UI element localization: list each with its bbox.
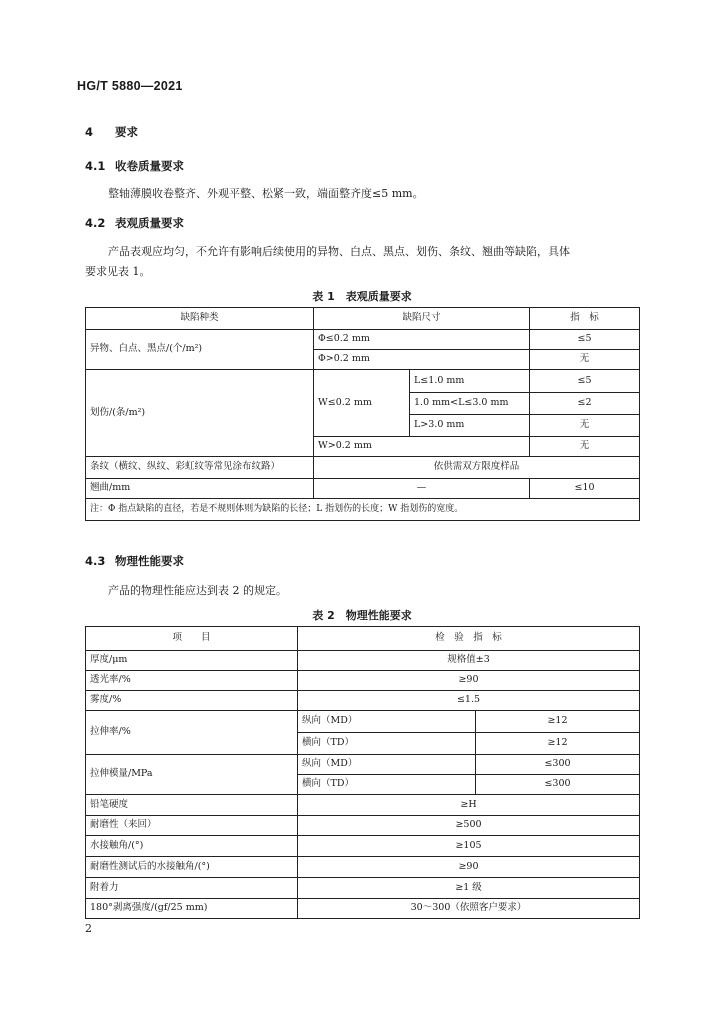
section-4-1-heading bbox=[85, 158, 184, 174]
table-cell: W≤0.2 mm bbox=[314, 370, 410, 437]
section-4-1-text: 整轴薄膜收卷整齐、外观平整、松紧一致，端面整齐度≤5 mm。 bbox=[108, 187, 424, 200]
row-label: 180°剥离强度/(gf/25 mm) bbox=[86, 899, 298, 919]
table-cell: W>0.2 mm bbox=[314, 437, 530, 457]
section-4-3-text: 产品的物理性能应达到表 2 的规定。 bbox=[108, 584, 287, 597]
table-cell: 无 bbox=[530, 437, 640, 457]
row-label: 铅笔硬度 bbox=[86, 795, 298, 816]
table-cell: 纵向（MD） bbox=[298, 711, 476, 733]
table-cell: ≥H bbox=[298, 795, 640, 816]
table-1-caption: 表 1 表观质量要求 bbox=[312, 290, 412, 303]
section-4-3-heading bbox=[85, 553, 184, 569]
table-cell: 纵向（MD） bbox=[298, 755, 476, 775]
row-label: 翘曲/mm bbox=[86, 479, 314, 499]
table-cell: ≤2 bbox=[530, 393, 640, 415]
table-cell: ≥105 bbox=[298, 836, 640, 857]
table-cell: 横向（TD） bbox=[298, 733, 476, 755]
table-cell: 无 bbox=[530, 350, 640, 370]
table-header: 指 标 bbox=[530, 308, 640, 330]
section-number: 4 bbox=[85, 125, 94, 139]
table-cell: 30～300（依照客户要求） bbox=[298, 899, 640, 919]
section-title: 表观质量要求 bbox=[115, 216, 184, 230]
section-title: 物理性能要求 bbox=[115, 554, 184, 568]
table-cell: ≤300 bbox=[476, 775, 640, 795]
table-cell: ≥12 bbox=[476, 733, 640, 755]
row-label: 厚度/μm bbox=[86, 651, 298, 671]
row-label: 拉伸模量/MPa bbox=[86, 755, 298, 795]
row-label: 划伤/(条/m²) bbox=[86, 370, 314, 457]
section-4-heading bbox=[85, 124, 138, 140]
table-cell: ≥12 bbox=[476, 711, 640, 733]
row-label: 水接触角/(°) bbox=[86, 836, 298, 857]
table-cell: ≥90 bbox=[298, 671, 640, 691]
table-cell: — bbox=[314, 479, 530, 499]
table-cell: 依供需双方限度样品 bbox=[314, 457, 640, 479]
table-cell: L≤1.0 mm bbox=[410, 370, 530, 393]
row-label: 耐磨性（来回） bbox=[86, 816, 298, 836]
row-label: 雾度/% bbox=[86, 691, 298, 711]
section-number: 4.2 bbox=[85, 216, 106, 230]
table-cell: ≤10 bbox=[530, 479, 640, 499]
table-cell: 1.0 mm<L≤3.0 mm bbox=[410, 393, 530, 415]
physical-properties-table bbox=[85, 626, 640, 919]
row-label: 透光率/% bbox=[86, 671, 298, 691]
table-cell: ≥1 级 bbox=[298, 878, 640, 899]
table-cell: ≤300 bbox=[476, 755, 640, 775]
table-cell: ≥500 bbox=[298, 816, 640, 836]
table-cell: Φ≤0.2 mm bbox=[314, 330, 530, 350]
table-note: 注：Φ 指点缺陷的直径，若是不规则体则为缺陷的长径；L 指划伤的长度；W 指划伤的宽度。 bbox=[86, 499, 640, 521]
row-label: 异物、白点、黑点/(个/m²) bbox=[86, 330, 314, 370]
section-4-2-text-line1: 产品表观应均匀，不允许有影响后续使用的异物、白点、黑点、划伤、条纹、翘曲等缺陷，具体 bbox=[108, 245, 570, 258]
table-cell: L>3.0 mm bbox=[410, 415, 530, 437]
section-4-2-heading bbox=[85, 215, 184, 231]
table-cell: ≤5 bbox=[530, 330, 640, 350]
table-cell: ≤1.5 bbox=[298, 691, 640, 711]
row-label: 耐磨性测试后的水接触角/(°) bbox=[86, 857, 298, 878]
row-label: 拉伸率/% bbox=[86, 711, 298, 755]
table-2-caption: 表 2 物理性能要求 bbox=[312, 609, 412, 622]
section-4-2-text-line2: 要求见表 1。 bbox=[85, 265, 151, 278]
standard-code-header: HG/T 5880—2021 bbox=[77, 79, 183, 93]
row-label: 条纹（横纹、纵纹、彩虹纹等常见涂布纹路） bbox=[86, 457, 314, 479]
table-header: 缺陷尺寸 bbox=[314, 308, 530, 330]
section-number: 4.3 bbox=[85, 554, 106, 568]
table-cell: ≤5 bbox=[530, 370, 640, 393]
table-cell: ≥90 bbox=[298, 857, 640, 878]
section-title: 要求 bbox=[115, 125, 138, 139]
table-header: 项 目 bbox=[86, 627, 298, 651]
table-cell: Φ>0.2 mm bbox=[314, 350, 530, 370]
section-title: 收卷质量要求 bbox=[115, 159, 184, 173]
table-cell: 规格值±3 bbox=[298, 651, 640, 671]
table-cell: 无 bbox=[530, 415, 640, 437]
table-header: 检 验 指 标 bbox=[298, 627, 640, 651]
surface-quality-table bbox=[85, 307, 640, 521]
section-number: 4.1 bbox=[85, 159, 106, 173]
table-header: 缺陷种类 bbox=[86, 308, 314, 330]
table-cell: 横向（TD） bbox=[298, 775, 476, 795]
page-number: 2 bbox=[85, 922, 92, 935]
row-label: 附着力 bbox=[86, 878, 298, 899]
